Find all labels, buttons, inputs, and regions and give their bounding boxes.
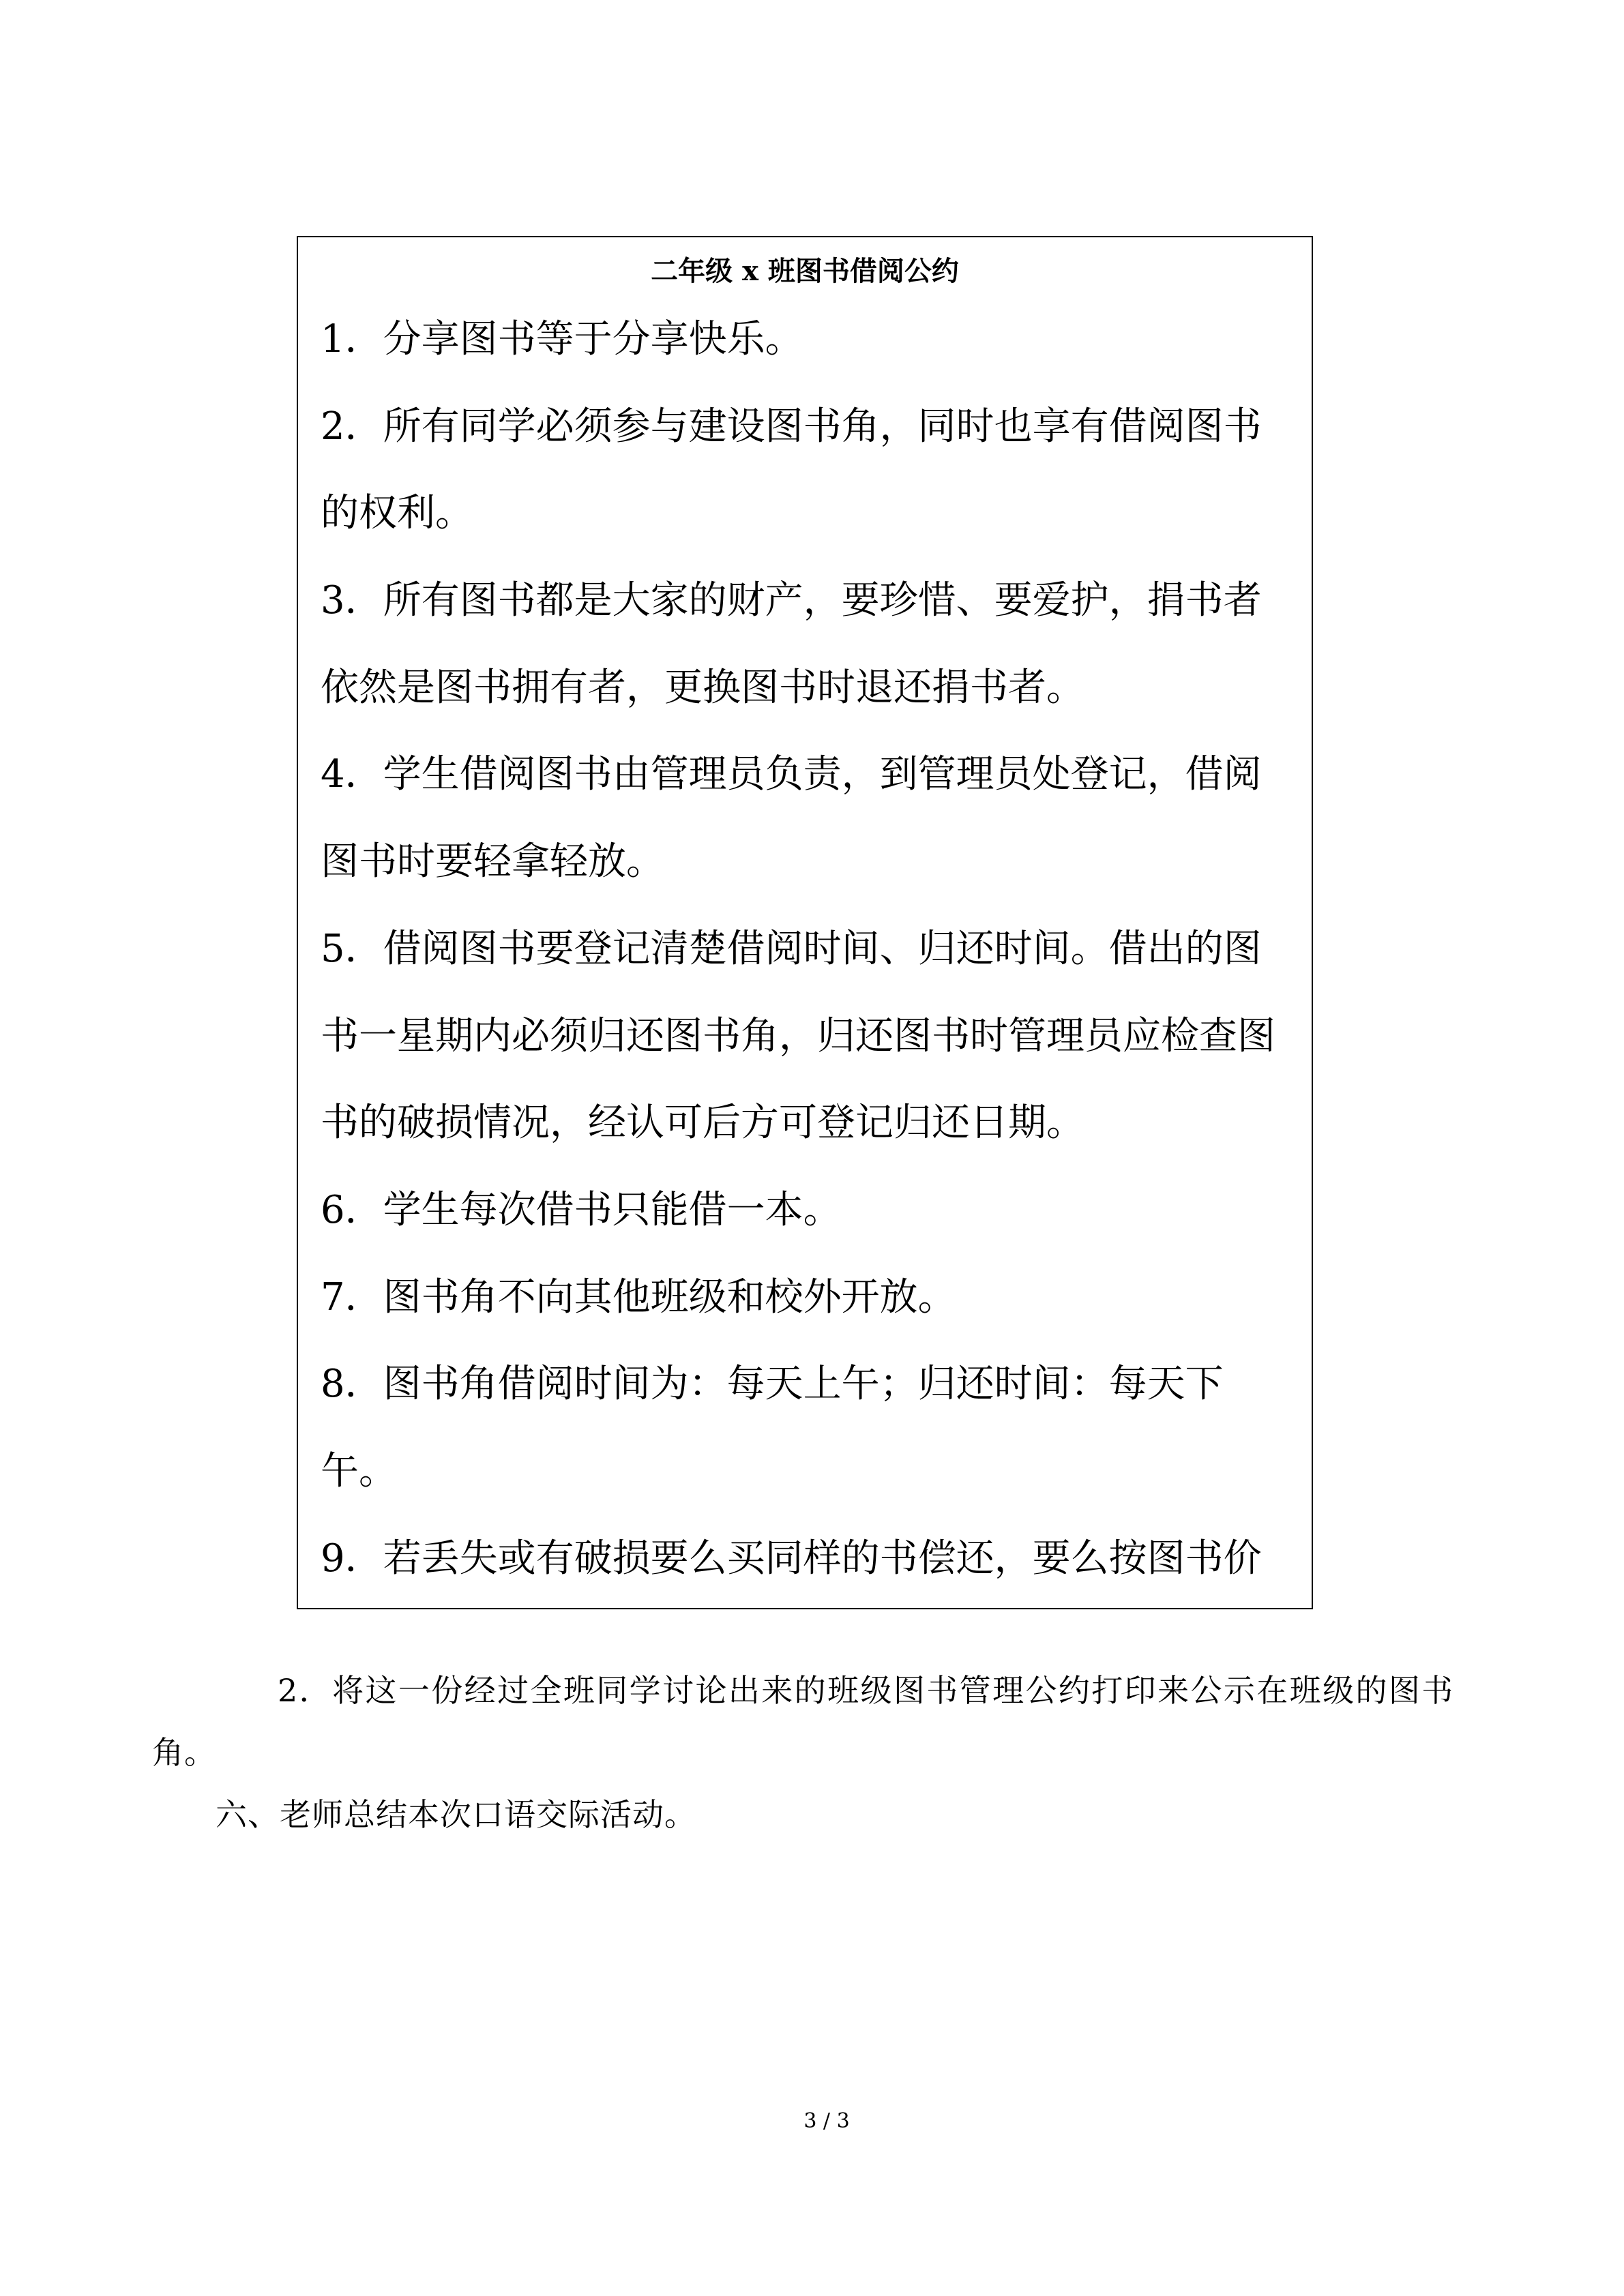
item-line: 6．学生每次借书只能借一本。 — [321, 1187, 842, 1232]
item-line: 2．所有同学必须参与建设图书角，同时也享有借阅图书 — [321, 404, 1262, 449]
convention-item-8 — [321, 1341, 1301, 1515]
page-number: 3 / 3 — [803, 2109, 850, 2133]
item-line: 的权利。 — [321, 491, 473, 536]
item-line: 9．若丢失或有破损要么买同样的书偿还，要么按图书价 — [321, 1536, 1262, 1581]
convention-item-4 — [321, 731, 1301, 905]
item-line: 3．所有图书都是大家的财产，要珍惜、要爱护，捐书者 — [321, 578, 1262, 623]
convention-item-2 — [321, 383, 1301, 557]
item-line: 4．学生借阅图书由管理员负责，到管理员处登记，借阅 — [321, 752, 1262, 797]
item-line: 午。 — [321, 1448, 397, 1493]
convention-item-6 — [321, 1167, 1301, 1254]
convention-item-9 — [321, 1515, 1301, 1602]
convention-title: 二年级 x 班图书借阅公约 — [651, 255, 959, 287]
item-line: 书一星期内必须归还图书角，归还图书时管理员应检查图 — [321, 1013, 1275, 1058]
item-line: 依然是图书拥有者，更换图书时退还捐书者。 — [321, 665, 1084, 710]
convention-table — [297, 236, 1313, 1609]
step-2-paragraph-line: 角。 — [152, 1734, 216, 1771]
step-2-paragraph-line: 2．将这一份经过全班同学讨论出来的班级图书管理公约打印来公示在班级的图书 — [278, 1672, 1455, 1709]
item-line: 图书时要轻拿轻放。 — [321, 839, 664, 884]
convention-item-3 — [321, 557, 1301, 731]
section-6-heading: 六、老师总结本次口语交际活动。 — [216, 1796, 696, 1833]
convention-list — [321, 296, 1301, 1602]
item-line: 5．借阅图书要登记清楚借阅时间、归还时间。借出的图 — [321, 926, 1262, 971]
convention-item-1 — [321, 296, 1301, 383]
convention-item-7 — [321, 1254, 1301, 1341]
item-line: 书的破损情况，经认可后方可登记归还日期。 — [321, 1101, 1084, 1146]
item-line: 7．图书角不向其他班级和校外开放。 — [321, 1274, 956, 1320]
convention-item-5 — [321, 906, 1301, 1167]
item-line: 8．图书角借阅时间为：每天上午；归还时间：每天下 — [321, 1362, 1224, 1407]
item-line: 1．分享图书等于分享快乐。 — [321, 317, 803, 361]
